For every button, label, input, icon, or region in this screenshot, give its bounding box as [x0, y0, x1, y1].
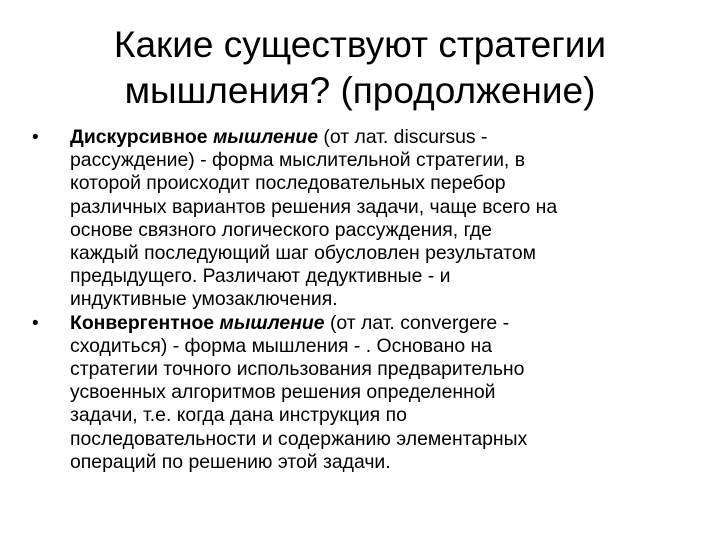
- term-bold: Дискурсивное: [70, 126, 213, 148]
- bullet-item-discursive: [30, 126, 690, 312]
- bullet-line: последовательности и содержанию элементарных: [70, 427, 528, 450]
- bullet-line: [70, 312, 690, 335]
- bullet-line: каждый последующий шаг обусловлен результатом: [70, 242, 536, 265]
- bullet-line: задачи, т.е. когда дана инструкция по: [70, 404, 407, 427]
- bullet-line: усвоенных алгоритмов решения определенной: [70, 381, 496, 404]
- bullet-list: [30, 126, 690, 474]
- term-italic: мышление: [212, 126, 319, 148]
- bullet-text: (от лат. discursus -: [318, 126, 488, 148]
- bullet-line: сходиться) - форма мышления - . Основано на: [70, 334, 493, 357]
- bullet-item-convergent: [30, 312, 690, 474]
- bullet-marker: •: [32, 312, 39, 334]
- bullet-line: индуктивные умозаключения.: [70, 288, 338, 311]
- slide-title: [40, 22, 680, 114]
- bullet-line: рассуждение) - форма мыслительной стратегии, в: [70, 149, 525, 172]
- bullet-line: предыдущего. Различают дедуктивные - и: [70, 265, 451, 288]
- bullet-marker: •: [32, 127, 39, 148]
- bullet-line: основе связного логического рассуждения, где: [70, 218, 492, 241]
- bullet-text: (от лат. convergere -: [324, 311, 510, 334]
- bullet-line: различных вариантов решения задачи, чаще всего на: [70, 195, 558, 218]
- bullet-line: стратегии точного использования предварительно: [70, 358, 525, 381]
- term-italic: мышление: [219, 311, 325, 334]
- bullet-line: операций по решению этой задачи.: [70, 450, 391, 473]
- bullet-line: [70, 126, 690, 149]
- title-line-1: Какие существуют стратегии: [113, 24, 607, 65]
- term-bold: Конвергентное: [70, 311, 220, 334]
- bullet-line: которой происходит последовательных перебор: [70, 172, 506, 195]
- title-line-2: мышления? (продолжение): [124, 70, 596, 111]
